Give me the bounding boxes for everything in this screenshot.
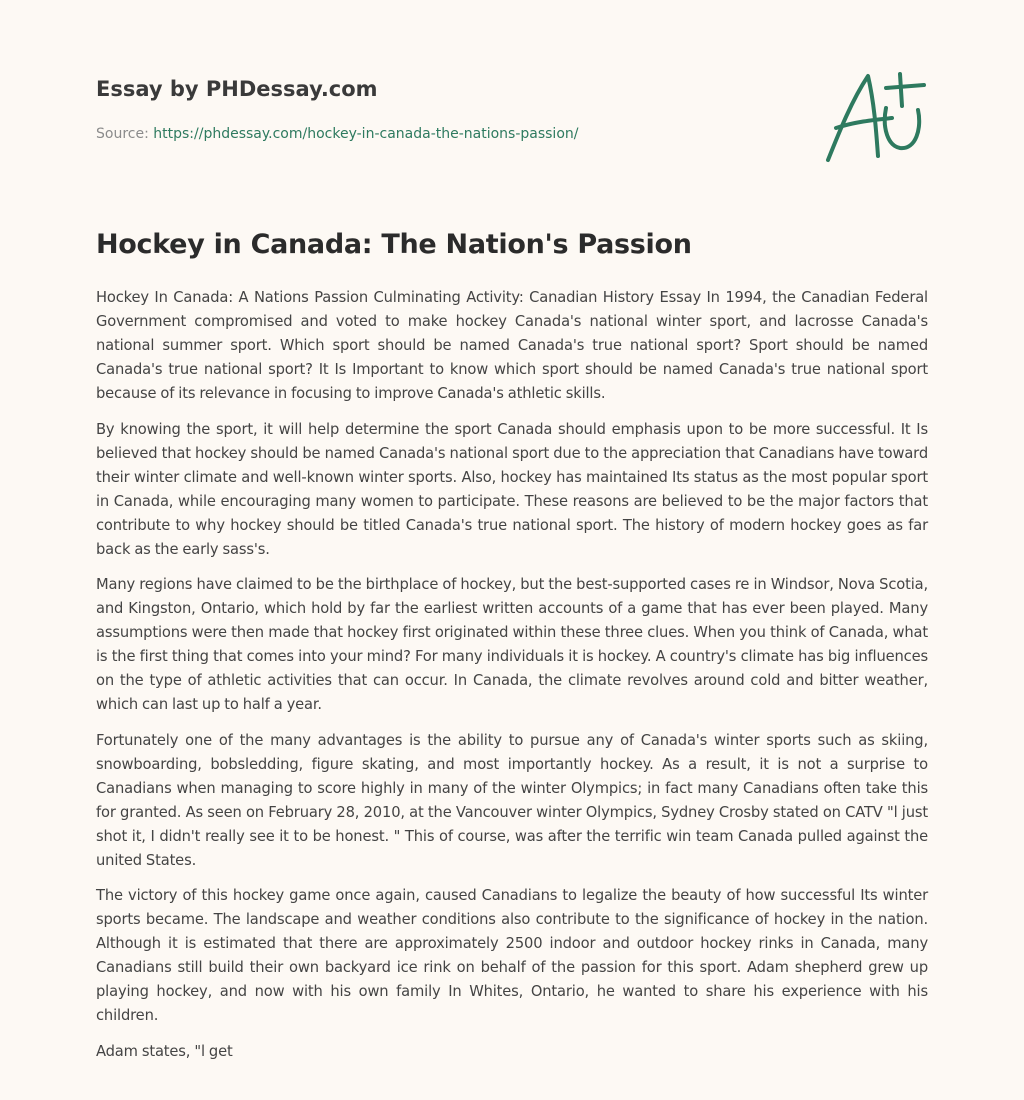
page-header: [96, 74, 796, 144]
article-body: [96, 286, 928, 1075]
article-title: Hockey in Canada: The Nation's Passion: [96, 229, 692, 260]
paragraph: Fortunately one of the many advantages is the ability to pursue any of Canada's winter sports such as skiing, snowboarding, bobsledding, figure skating, and most importantly hockey. As a result, it is not a surprise to Canadians when managing to score highly in many of the winter Olympics; in fact many Canadians often take this for granted. As seen on February 28, 2010, at the Vancouver winter Olympics, Sydney Crosby stated on CATV "l just shot it, I didn't really see it to be honest. " This of course, was after the terrific win team Canada pulled against the united States.: [96, 731, 928, 869]
paragraph: Many regions have claimed to be the birthplace of hockey, but the best-supported cases re in Windsor, Nova Scotia, and Kingston, Ontario, which hold by far the earliest written accounts of a game that has ever been played. Many assumptions were then made that hockey first originated within these three clues. When you think of Canada, what is the first thing that comes into your mind? For many individuals it is hockey. A country's climate has big influences on the type of athletic activities that can occur. In Canada, the climate revolves around cold and bitter weather, which can last up to half a year.: [96, 576, 928, 713]
source-link[interactable]: https://phdessay.com/hockey-in-canada-the-nations-passion/: [153, 126, 579, 142]
paragraph: By knowing the sport, it will help determine the sport Canada should emphasis upon to be more successful. It Is believed that hockey should be named Canada's national sport due to the appreciation that Canadians have toward their winter climate and well-known winter sports. Also, hockey has maintained Its status as the most popular sport in Canada, while encouraging many women to participate. These reasons are believed to be the major factors that contribute to why hockey should be titled Canada's true national sport. The history of modern hockey goes as far back as the early sass's.: [96, 420, 928, 558]
a-plus-logo: [822, 66, 930, 166]
site-brand: Essay by PHDessay.com: [96, 77, 378, 101]
source-label: Source:: [96, 126, 154, 142]
paragraph: Adam states, "l get: [96, 1042, 233, 1060]
paragraph: The victory of this hockey game once again, caused Canadians to legalize the beauty of how successful Its winter sports became. The landscape and weather conditions also contribute to the significance of hockey in the nation. Although it is estimated that there are approximately 2500 indoor and outdoor hockey rinks in Canada, many Canadians still build their own backyard ice rink on behalf of the passion for this sport. Adam shepherd grew up playing hockey, and now with his own family In Whites, Ontario, he wanted to share his experience with his children.: [96, 887, 928, 1024]
source-line: [96, 124, 796, 144]
paragraph: Hockey In Canada: A Nations Passion Culminating Activity: Canadian History Essay In 1994, the Canadian Federal Government compromised and voted to make hockey Canada's national winter sport, and lacrosse Canada's national summer sport. Which sport should be named Canada's true national sport? Sport should be named Canada's true national sport? It Is Important to know which sport should be named Canada's true national sport because of its relevance in focusing to improve Canada's athletic skills.: [96, 289, 928, 402]
